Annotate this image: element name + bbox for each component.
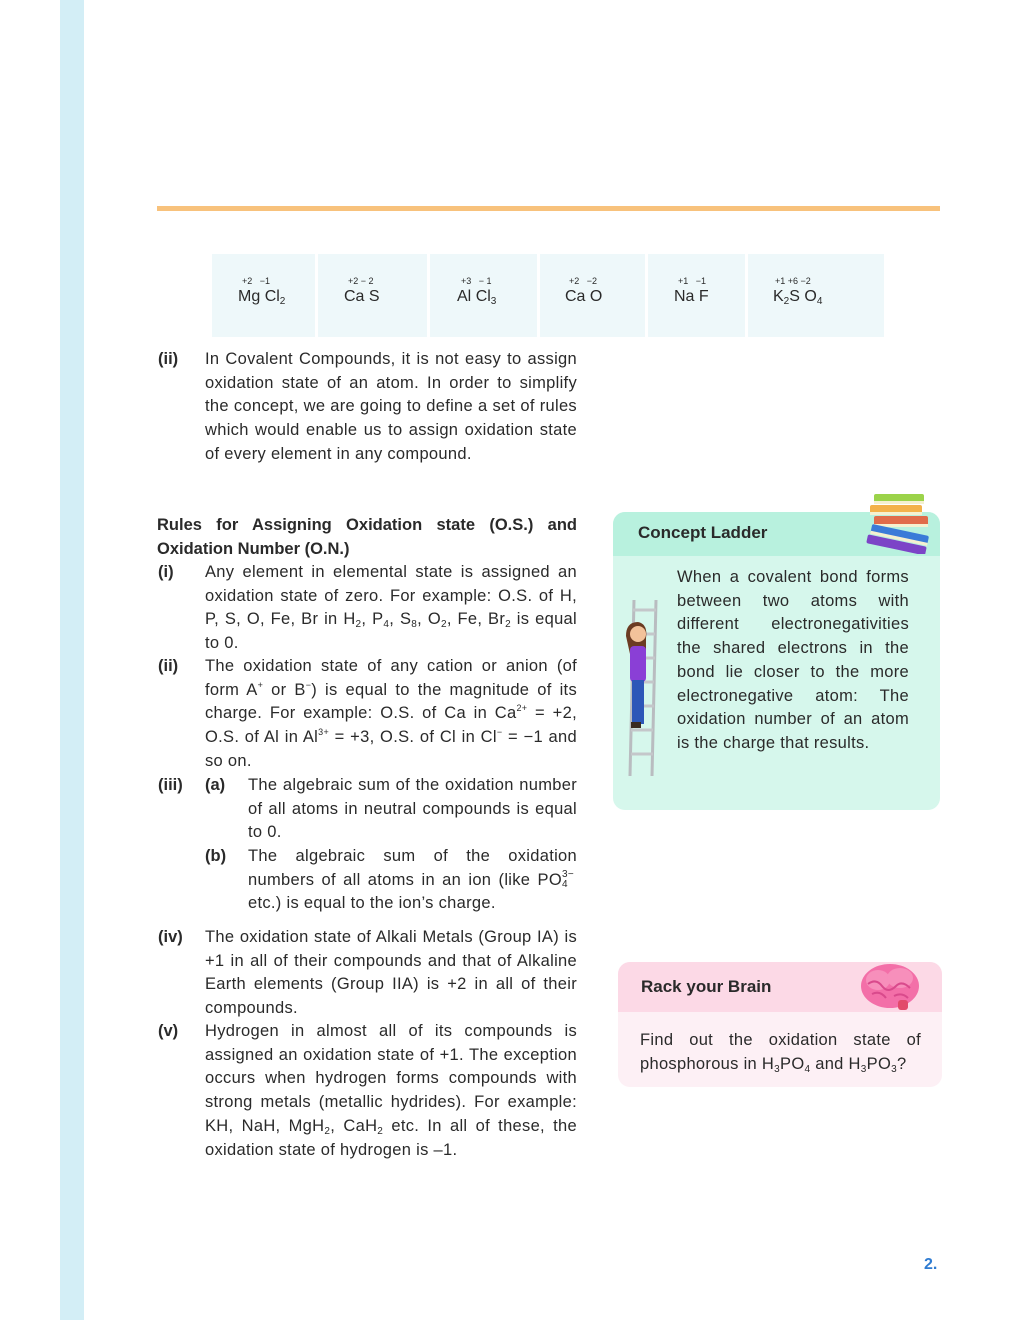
books-icon (864, 490, 936, 554)
concept-ladder-title: Concept Ladder (638, 523, 768, 542)
girl-climbing-ladder-icon (622, 596, 664, 778)
concept-ladder-text: When a covalent bond forms between two atoms with different electronegativities the shared electrons in the bond lie closer to the more electronegative atom: The oxidation number of an atom is the charge that results. (677, 568, 909, 752)
oxidation-numbers: +2 −2 (569, 276, 598, 286)
rule-3b-label: (b) (205, 847, 227, 865)
rule-5-text: Hydrogen in almost all of its compounds is assigned an oxidation state of +1. The exception occurs when hydrogen forms compounds with strong metals (metallic hydrides). For example: KH, NaH, MgH$_2$, CaH$_2$ etc. In all of these, the oxidation state of hydrogen is –1. (205, 1022, 577, 1159)
oxidation-numbers: +3 − 1 (461, 276, 492, 286)
rule-1-number: (i) (158, 563, 174, 581)
compound-k2so4: +1 +6 −2 $K_2S$ $O_4$ (773, 276, 823, 307)
oxidation-numbers: +1 +6 −2 (775, 276, 811, 286)
rule-2-text: The oxidation state of any cation or anion (of form A+ or B−) is equal to the magnitude of its charge. For example: O.S. of Ca in $Ca^{2+} = +2$, O.S. of Al in $Al^{3+} = +3$, O.S. of Cl in Cl− = −1 and so on. (205, 657, 577, 770)
brain-icon (858, 960, 922, 1014)
compound-mgcl2: +2 −1 Mg $Cl_2$ (238, 276, 286, 307)
compound-naf: +1 −1 Na F (674, 276, 709, 305)
rule-3a-label: (a) (205, 776, 226, 794)
rule-4-number: (iv) (158, 928, 183, 946)
left-margin-strip (60, 0, 84, 1320)
oxidation-numbers: +2 −1 (242, 276, 271, 286)
compound-alcl3: +3 − 1 Al $Cl_3$ (457, 276, 497, 307)
covalent-number: (ii) (158, 350, 179, 368)
rule-3b-text: The algebraic sum of the oxidation numbers of all atoms in an ion (like PO 3− 4 etc.) is equal to the ion’s charge. (248, 847, 577, 913)
rule-3-number: (iii) (158, 776, 183, 794)
rule-2-number: (ii) (158, 657, 179, 675)
oxidation-numbers: +1 −1 (678, 276, 707, 286)
compound-cao: +2 −2 Ca O (565, 276, 603, 305)
rack-brain-text: Find out the oxidation state of phosphorous in $H_3PO_4$ and $H_3PO_3$? (640, 1031, 921, 1075)
oxidation-numbers: +2 − 2 (348, 276, 374, 286)
compound-cas: +2 − 2 Ca S (344, 276, 380, 305)
rule-3a-text: The algebraic sum of the oxidation number of all atoms in neutral compounds is equal to 0. (248, 776, 577, 842)
rules-heading: Rules for Assigning Oxidation state (O.S.) and Oxidation Number (O.N.) (157, 516, 577, 558)
covalent-text: In Covalent Compounds, it is not easy to assign oxidation state of an atom. In order to simplify the concept, we are going to define a set of rules which would enable us to assign oxidation state of every element in any compound. (205, 350, 577, 463)
rule-5-number: (v) (158, 1022, 179, 1040)
header-rule (157, 206, 940, 211)
rack-brain-title: Rack your Brain (641, 977, 772, 996)
rule-4-text: The oxidation state of Alkali Metals (Group IA) is +1 in all of their compounds and that of Alkaline Earth elements (Group IIA) is +2 in all of their compounds. (205, 928, 577, 1018)
page-number: 2. (924, 1256, 938, 1273)
rule-1-text: Any element in elemental state is assigned an oxidation state of zero. For example: O.S. of H, P, S, O, Fe, Br in $H_2$, $P_4$, $S_8$, $O_2$, Fe, $Br_2$ is equal to 0. (205, 563, 577, 653)
